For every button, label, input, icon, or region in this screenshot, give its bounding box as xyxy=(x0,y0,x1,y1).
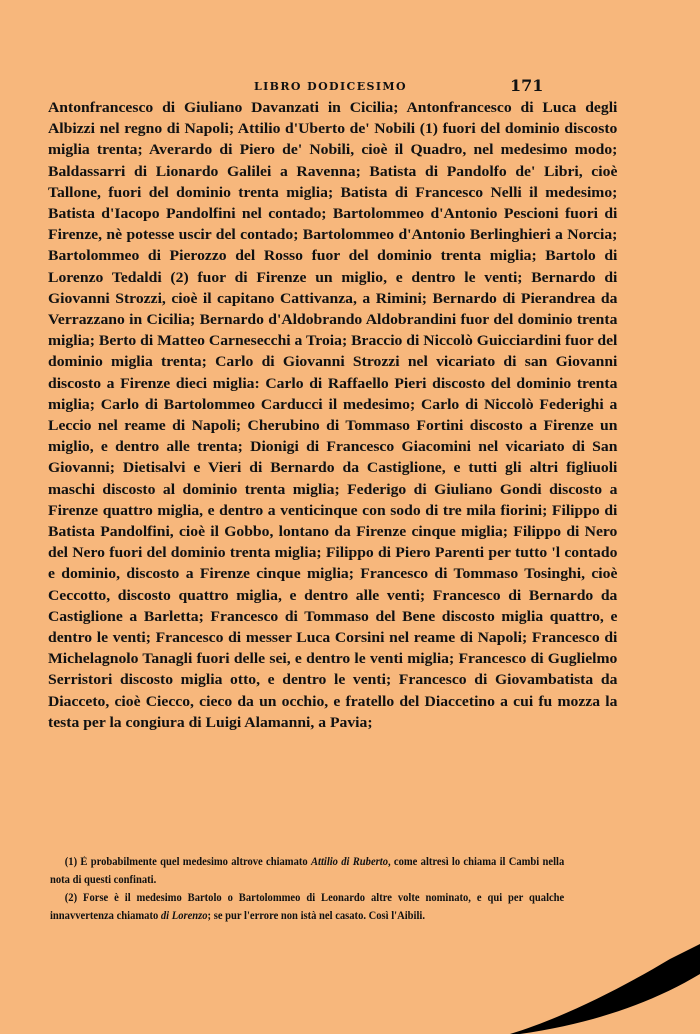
footnote-2-tail: ; se pur l'errore non istà nel casato. Così l'Aibili. xyxy=(207,910,425,922)
footnote-1-text: (1) È probabilmente quel medesimo altrove chiamato xyxy=(64,856,311,868)
footnote-2-text: (2) Forse è il medesimo Bartolo o Bartolommeo di Leonardo altre volte nominato, e qui per qualche innavvertenza chiamato xyxy=(50,892,565,922)
footnotes xyxy=(50,853,564,925)
footnote-2 xyxy=(50,889,564,925)
footnote-1 xyxy=(50,853,564,889)
footnote-1-tail: , come altresì lo chiama il Cambi nella nota di questi confinati. xyxy=(50,856,565,886)
quill-shadow-decoration xyxy=(500,944,700,1034)
footnote-1-italic: Attilio di Ruberto xyxy=(310,856,388,868)
footnote-2-italic: di Lorenzo xyxy=(160,910,208,922)
page-number: 171 xyxy=(510,76,544,95)
body-text: Antonfrancesco di Giuliano Davanzati in Cicilia; Antonfrancesco di Luca degli Albizzi nel regno di Napoli; Attilio d'Uberto de' Nobili (1) fuori del dominio discosto miglia trenta; Averardo di Piero de' Nobili, cioè il Quadro, nel medesimo modo; Baldassarri di Lionardo Galilei a Ravenna; Batista di Pandolfo de' Libri, cioè Tallone, fuori del dominio trenta miglia; Batista di Francesco Nelli il medesimo; Batista d'Iacopo Pandolfini nel contado; Bartolommeo d'Antonio Pescioni fuori di Firenze, nè potesse uscir del contado; Bartolommeo d'Antonio Berlinghieri a Norcia; Bartolommeo di Pierozzo del Rosso fuor del dominio trenta miglia; Bartolo di Lorenzo Tedaldi (2) fuor di Firenze un miglio, e dentro le venti; Bernardo di Giovanni Strozzi, cioè il capitano Cattivanza, a Rimini; Bernardo di Pierandrea da Verrazzano in Cicilia; Bernardo d'Aldobrando Aldobrandini fuor del dominio trenta miglia; Berto di Matteo Carnesecchi a Troia; Braccio di Niccolò Guicciardini fuor del dominio miglia trenta; Carlo di Giovanni Strozzi nel vicariato di san Giovanni discosto a Firenze dieci miglia: Carlo di Raffaello Pieri discosto del dominio trenta miglia; Carlo di Bartolommeo Carducci il medesimo; Carlo di Niccolò Federighi a Leccio nel reame di Napoli; Cherubino di Tommaso Fortini discosto a Firenze un miglio, e dentro alle trenta; Dionigi di Francesco Giacomini nel vicariato di San Giovanni; Dietisalvi e Vieri di Bernardo da Castiglione, e tutti gli altri figliuoli maschi discosto al dominio trenta miglia; Federigo di Giuliano Gondi discosto a Firenze quattro miglia, e dentro a venticinque con sodo di tre mila fiorini; Filippo di Batista Pandolfini, cioè il Gobbo, lontano da Firenze cinque miglia; Filippo di Nero del Nero fuori del dominio trenta miglia; Filippo di Piero Parenti per tutto 'l contado e dominio, discosto a Firenze cinque miglia; Francesco di Tommaso Tosinghi, cioè Ceccotto, discosto quattro miglia, e dentro alle venti; Francesco di Bernardo da Castiglione a Barletta; Francesco di Tommaso del Bene discosto miglia quattro, e dentro le venti; Francesco di messer Luca Corsini nel reame di Napoli; Francesco di Michelagnolo Tanagli fuori delle sei, e dentro le venti miglia; Francesco di Guglielmo Serristori discosto miglia otto, e dentro le venti; Francesco di Giovambatista da Diacceto, cioè Ciecco, cieco da un occhio, e fratello del Diaccetino a cui fu mozza la testa per la congiura di Luigi Alamanni, a Pavia; xyxy=(48,100,618,731)
page-header xyxy=(0,76,700,98)
running-title: LIBRO DODICESIMO xyxy=(254,80,407,93)
